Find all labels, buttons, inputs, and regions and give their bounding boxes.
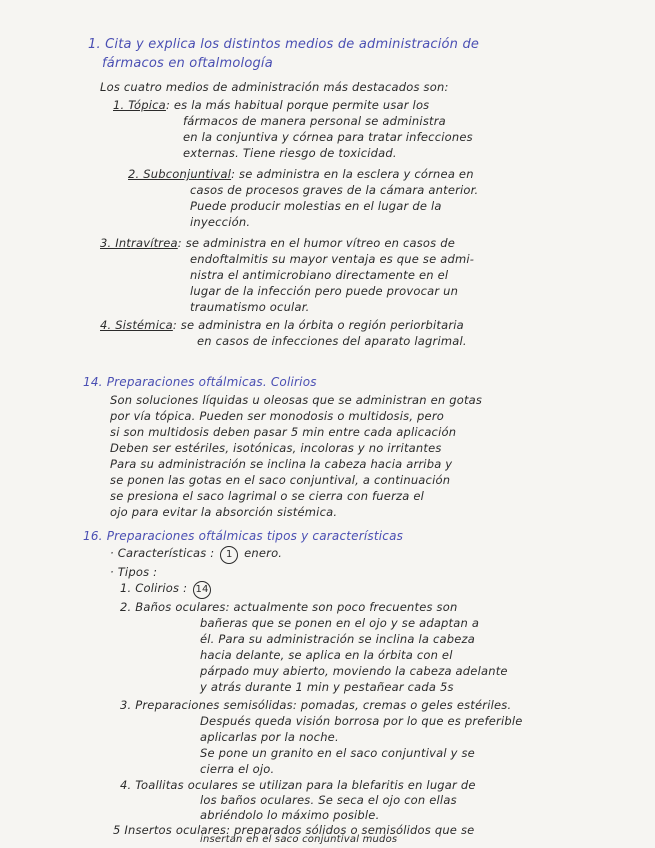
tipo-colirios [120,581,213,599]
item-intravitrea-text: : se administra en el humor vítreo en casos de [177,236,455,250]
section-14-line-5: Para su administración se inclina la cabeza hacia arriba y [110,457,453,471]
section-1-title-line-1: 1. Cita y explica los distintos medios de administración de [88,37,480,52]
item-subconjuntival-line-3: Puede producir molestias en el lugar de la [190,199,442,213]
section-14-line-2: por vía tópica. Pueden ser monodosis o multidosis, pero [110,409,444,423]
item-sistemica-label: 4. Sistémica [100,318,173,332]
item-topica-line-4: externas. Tiene riesgo de toxicidad. [183,146,397,160]
tipo-toallitas-row [120,778,476,792]
tipo-banos-label: 2. Baños oculares [120,600,226,614]
item-topica-label: 1. Tópica [113,98,166,112]
caracteristicas-line [110,546,282,564]
tipo-banos-line-1 [120,600,457,614]
item-intravitrea-line-1 [100,236,455,250]
item-subconjuntival-label: 2. Subconjuntival [128,167,232,181]
section-1-intro: Los cuatro medios de administración más destacados son: [100,80,449,94]
tipo-toallitas-label: 4. Toallitas [120,778,184,792]
item-topica-line-2: fármacos de manera personal se administra [183,114,446,128]
item-subconjuntival-line-1 [128,167,474,181]
section-1-title-line-2: fármacos en oftalmología [102,56,273,71]
tipo-insertos-line-2: insertan en el saco conjuntival mudos [200,834,398,845]
tipo-semisolidas-text: : pomadas, cremas o geles estériles. [292,698,512,712]
tipos-label: · Tipos : [110,565,158,579]
caracteristicas-note: enero. [244,546,283,560]
section-16-title: 16. Preparaciones oftálmicas tipos y características [83,529,404,543]
tipo-colirios-label: 1. Colirios : [120,581,188,595]
circled-number-1: 1 [220,546,238,564]
item-intravitrea-line-2: endoftalmitis su mayor ventaja es que se admi- [190,252,475,266]
item-subconjuntival-line-4: inyección. [190,215,251,229]
section-14-line-7: se presiona el saco lagrimal o se cierra con fuerza el [110,489,425,503]
tipo-banos-text: : actualmente son poco frecuentes son [225,600,458,614]
tipo-toallitas-line-2: los baños oculares. Se seca el ojo con ellas [200,793,457,807]
tipo-insertos-label: 5 Insertos [113,823,172,837]
item-sistemica-text: : se administra en la órbita o región periorbitaria [172,318,464,332]
item-subconjuntival-text: : se administra en la esclera y córnea en [231,167,474,181]
tipo-toallitas-line-3: abriéndolo lo máximo posible. [200,808,380,822]
tipo-banos-line-6: y atrás durante 1 min y pestañear cada 5s [200,680,454,694]
item-topica-text: : es la más habitual porque permite usar los [165,98,430,112]
section-14-line-4: Deben ser estériles, isotónicas, incoloras y no irritantes [110,441,442,455]
item-intravitrea-label: 3. Intravítrea [100,236,178,250]
section-14-line-3: si son multidosis deben pasar 5 min entre cada aplicación [110,425,457,439]
tipo-insertos-text: oculares: preparados sólidos o semisólidos que se [175,823,475,837]
caracteristicas-label: · Características : [110,546,215,560]
item-subconjuntival-line-2: casos de procesos graves de la cámara anterior. [190,183,479,197]
tipo-semisolidas-line-3: aplicarlas por la noche. [200,730,339,744]
circled-number-14: 14 [193,581,211,599]
section-14-line-1: Son soluciones líquidas u oleosas que se administran en gotas [110,393,483,407]
item-intravitrea-line-5: traumatismo ocular. [190,300,310,314]
item-topica-line-1 [113,98,429,112]
tipo-semisolidas-line-2: Después queda visión borrosa por lo que es preferible [200,714,523,728]
tipo-semisolidas-line-1 [120,698,511,712]
tipo-banos-line-3: él. Para su administración se inclina la cabeza [200,632,475,646]
section-14-line-6: se ponen las gotas en el saco conjuntival, a continuación [110,473,451,487]
item-sistemica-line-1 [100,318,464,332]
tipo-semisolidas-line-5: cierra el ojo. [200,762,275,776]
section-14-line-8: ojo para evitar la absorción sistémica. [110,505,338,519]
tipo-toallitas-text: oculares se utilizan para la blefaritis en lugar de [187,778,476,792]
section-14-title: 14. Preparaciones oftálmicas. Colirios [83,375,317,389]
tipo-banos-line-2: bañeras que se ponen en el ojo y se adaptan a [200,616,480,630]
tipo-semisolidas-line-4: Se pone un granito en el saco conjuntival y se [200,746,475,760]
tipo-banos-line-4: hacia delante, se aplica en la órbita con el [200,648,453,662]
item-intravitrea-line-3: nistra el antimicrobiano directamente en el [190,268,449,282]
item-topica-line-3: en la conjuntiva y córnea para tratar infecciones [183,130,473,144]
tipo-banos-line-5: párpado muy abierto, moviendo la cabeza adelante [200,664,508,678]
tipo-semisolidas-label: 3. Preparaciones semisólidas [120,698,293,712]
item-intravitrea-line-4: lugar de la infección pero puede provocar un [190,284,459,298]
item-sistemica-line-2: en casos de infecciones del aparato lagrimal. [197,334,467,348]
